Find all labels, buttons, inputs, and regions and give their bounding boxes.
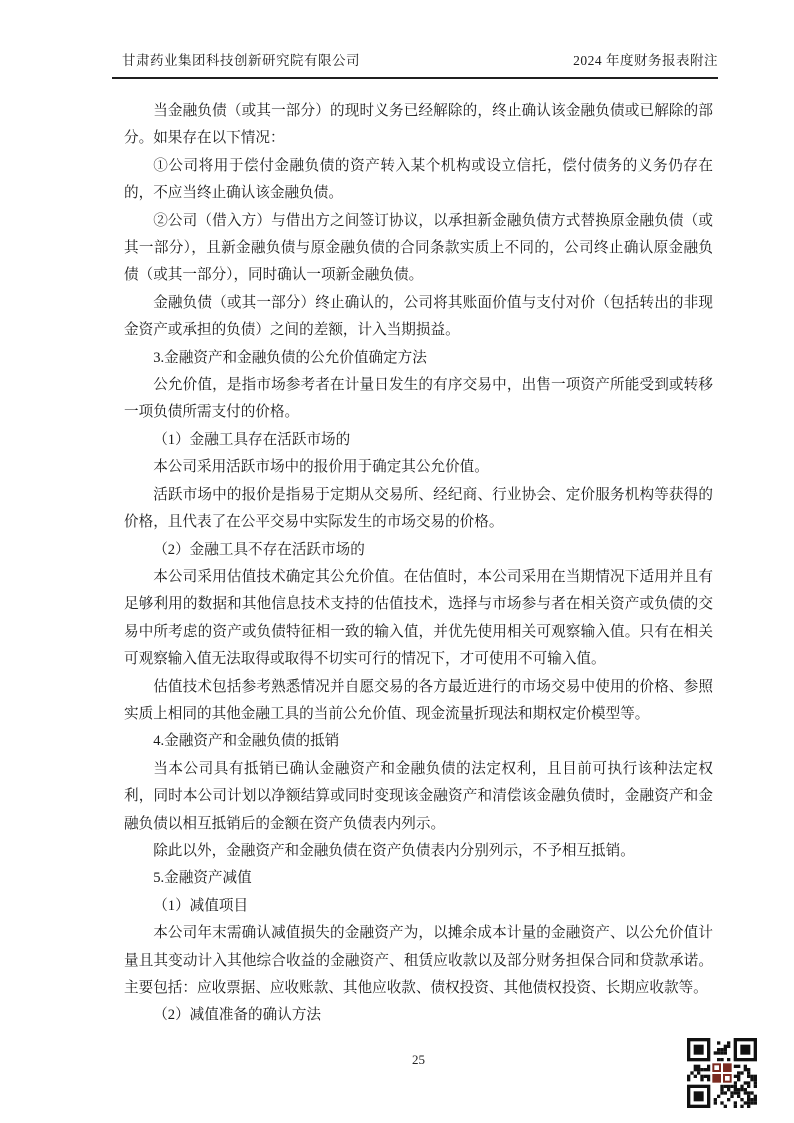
page-header [112,52,718,79]
paragraph: 公允价值，是指市场参考者在计量日发生的有序交易中，出售一项资产所能受到或转移一项负债所需支付的价格。 [124,377,713,421]
paragraph: 3.金融资产和金融负债的公允价值确定方法 [153,349,427,366]
paragraph: 估值技术包括参考熟悉情况并自愿交易的各方最近进行的市场交易中使用的价格、参照实质上相同的其他金融工具的当前公允价值、现金流量折现法和期权定价模型等。 [124,678,713,722]
paragraph: 除此以外，金融资产和金融负债在资产负债表内分别列示，不予相互抵销。 [153,842,635,859]
paragraph: ①公司将用于偿付金融负债的资产转入某个机构或设立信托，偿付债务的义务仍存在的，不应当终止确认该金融负债。 [124,157,713,202]
paragraph: ②公司（借入方）与借出方之间签订协议，以承担新金融负债方式替换原金融负债（或其一部分），且新金融负债与原金融负债的合同条款实质上不同的，公司终止确认原金融负债（或其一部分），同时确认一项新金融负债。 [124,212,713,284]
paragraph: （1）减值项目 [153,897,249,914]
paragraph: 本公司年末需确认减值损失的金融资产为，以摊余成本计量的金融资产、以公允价值计量且其变动计入其他综合收益的金融资产、租赁应收款以及部分财务担保合同和贷款承诺。主要包括：应收票据、应收账款、其他应收款、债权投资、其他债权投资、长期应收款等。 [124,925,713,996]
paragraph: 当本公司具有抵销已确认金融资产和金融负债的法定权利，且目前可执行该种法定权利，同时本公司计划以净额结算或同时变现该金融资产和清偿该金融负债时，金融资产和金融负债以相互抵销后的金额在资产负债表内列示。 [124,760,713,832]
paragraph: 5.金融资产减值 [153,870,252,887]
paragraph: 金融负债（或其一部分）终止确认的，公司将其账面价值与支付对价（包括转出的非现金资产或承担的负债）之间的差额，计入当期损益。 [124,294,713,339]
qr-code-icon [687,1038,757,1108]
paragraph: （1）金融工具存在活跃市场的 [153,431,351,448]
paragraph: 本公司采用活跃市场中的报价用于确定其公允价值。 [153,459,489,476]
paragraph: 4.金融资产和金融负债的抵销 [153,733,340,750]
paragraph: （2）金融工具不存在活跃市场的 [153,541,365,558]
report-title: 2024 年度财务报表附注 [573,53,718,68]
paragraph: 活跃市场中的报价是指易于定期从交易所、经纪商、行业协会、定价服务机构等获得的价格，且代表了在公平交易中实际发生的市场交易的价格。 [124,486,713,531]
paragraph: （2）减值准备的确认方法 [153,1007,322,1024]
page-number: 25 [412,1052,425,1067]
company-name: 甘肃药业集团科技创新研究院有限公司 [122,53,360,68]
paragraph: 当金融负债（或其一部分）的现时义务已经解除的，终止确认该金融负债或已解除的部分。如果存在以下情况： [124,103,713,147]
paragraph: 本公司采用估值技术确定其公允价值。在估值时，本公司采用在当期情况下适用并且有足够利用的数据和其他信息技术支持的估值技术，选择与市场参与者在相关资产或负债的交易中所考虑的资产或负债特征相一致的输入值，并优先使用相关可观察输入值。只有在相关可观察输入值无法取得或取得不切实可行的情况下，才可使用不可输入值。 [124,568,713,668]
document-body [124,98,713,1030]
